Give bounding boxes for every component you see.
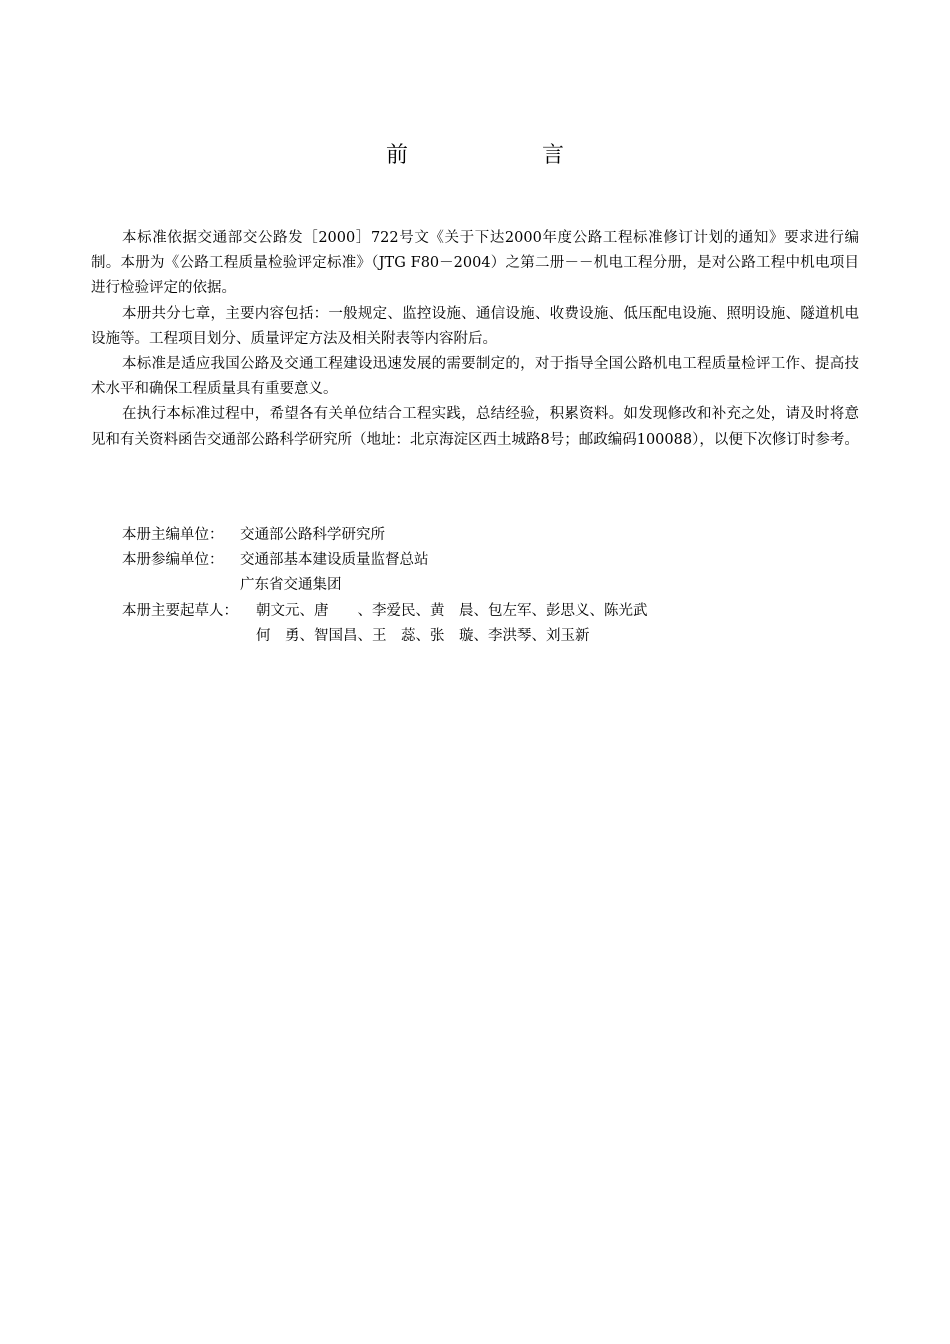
page-title: 前 言 bbox=[385, 143, 620, 168]
participating-row bbox=[122, 548, 822, 573]
paragraph-2: 本册共分七章，主要内容包括：一般规定、监控设施、通信设施、收费设施、低压配电设施、照明设施、隧道机电设施等。工程项目划分、质量评定方法及相关附表等内容附后。 bbox=[91, 305, 859, 347]
participating-value-1: 交通部基本建设质量监督总站 bbox=[240, 552, 429, 569]
paragraph-4: 在执行本标准过程中，希望各有关单位结合工程实践，总结经验，积累资料。如发现修改和补充之处，请及时将意见和有关资料函告交通部公路科学研究所（地址：北京海淀区西土城路8号；邮政编码100088），以便下次修订时参考。 bbox=[91, 406, 859, 448]
chief-editor-label: 本册主编单位： bbox=[122, 527, 224, 543]
preface-body bbox=[91, 226, 859, 453]
drafters-label: 本册主要起草人： bbox=[122, 602, 238, 619]
participating-value-2: 广东省交通集团 bbox=[240, 577, 342, 594]
drafters-line-2: 何 勇、智国昌、王 蕊、张 璇、李洪琴、刘玉新 bbox=[256, 627, 590, 644]
drafters-line-1: 朝文元、唐 、李爱民、黄 晨、包左军、彭思义、陈光武 bbox=[256, 602, 648, 619]
paragraph-1: 本标准依据交通部交公路发［2000］722号文《关于下达2000年度公路工程标准修订计划的通知》要求进行编制。本册为《公路工程质量检验评定标准》（JTG F80－2004）之第二册－－机电工程分册，是对公路工程中机电项目进行检验评定的依据。 bbox=[91, 230, 859, 297]
drafters-row-2 bbox=[122, 624, 822, 649]
chief-editor-row bbox=[122, 523, 822, 548]
credits-block bbox=[122, 523, 822, 649]
participating-row-2 bbox=[122, 573, 822, 598]
participating-label: 本册参编单位： bbox=[122, 552, 224, 569]
chief-editor-value: 交通部公路科学研究所 bbox=[240, 527, 385, 543]
drafters-row bbox=[122, 599, 822, 624]
paragraph-3: 本标准是适应我国公路及交通工程建设迅速发展的需要制定的，对于指导全国公路机电工程质量检评工作、提高技术水平和确保工程质量具有重要意义。 bbox=[91, 356, 859, 398]
